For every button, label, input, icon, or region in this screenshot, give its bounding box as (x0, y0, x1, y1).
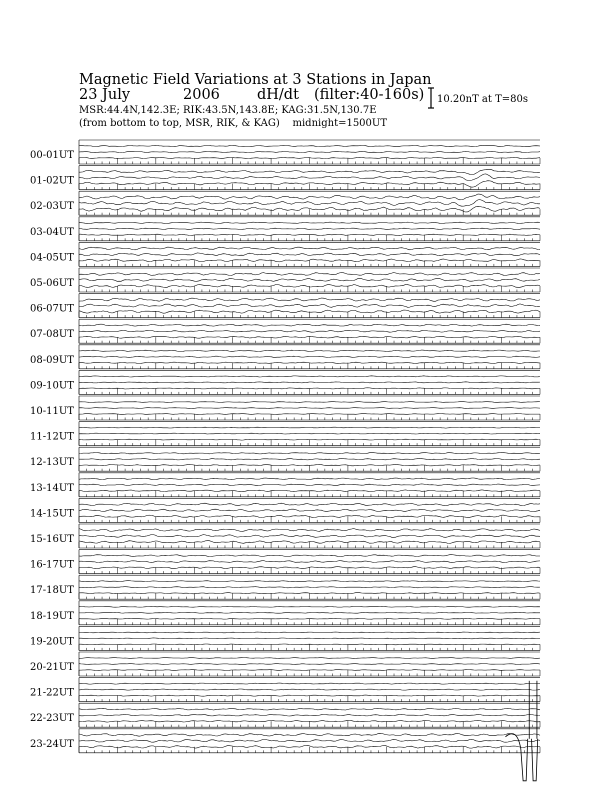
trace-rik (79, 459, 540, 460)
row-label: 08-09UT (30, 354, 74, 366)
row-label: 12-13UT (30, 457, 74, 469)
trace-kag (79, 169, 540, 174)
trace-row (30, 498, 540, 522)
row-label: 04-05UT (30, 252, 74, 264)
minute-ticks (79, 593, 540, 599)
row-label: 22-23UT (30, 713, 74, 725)
trace-rik (79, 408, 540, 409)
trace-row (30, 396, 540, 420)
minute-ticks (79, 747, 540, 753)
order-note-line (79, 118, 387, 129)
trace-kag (79, 453, 540, 454)
chart-title: Magnetic Field Variations at 3 Stations in Japan (79, 72, 432, 88)
row-label: 10-11UT (30, 406, 74, 417)
trace-rik (79, 587, 540, 588)
trace-kag (79, 555, 540, 557)
row-label: 19-20UT (30, 636, 74, 648)
filter-label: (filter:40-160s) (314, 87, 425, 103)
trace-row (30, 550, 540, 574)
trace-kag (79, 503, 540, 506)
trace-rik (79, 330, 540, 332)
trace-row (30, 447, 540, 471)
date-day: 23 July (79, 87, 131, 103)
trace-msr (79, 284, 540, 287)
trace-kag (79, 145, 540, 146)
trace-row (30, 703, 540, 727)
row-label: 13-14UT (30, 482, 74, 494)
minute-ticks (79, 721, 540, 727)
row-label: 07-08UT (30, 329, 74, 341)
minute-ticks (79, 696, 540, 702)
row-label: 18-19UT (30, 610, 74, 622)
trace-rik (79, 304, 540, 307)
trace-kag (79, 350, 540, 352)
trace-rik (79, 200, 540, 207)
trace-row (30, 345, 540, 369)
trace-rik (79, 638, 540, 639)
minute-ticks (79, 465, 540, 471)
trace-kag (79, 733, 540, 736)
trace-row (30, 166, 540, 190)
minute-ticks (79, 491, 540, 497)
trace-row (30, 626, 540, 650)
row-label: 03-04UT (30, 226, 74, 238)
minute-ticks (79, 235, 540, 241)
trace-row (30, 473, 540, 497)
minute-ticks (79, 440, 540, 446)
trace-row (30, 678, 540, 702)
chart-rows (30, 140, 540, 781)
row-label: 06-07UT (30, 303, 74, 315)
trace-row (30, 140, 540, 164)
minute-ticks (79, 337, 540, 343)
row-label: 23-24UT (30, 738, 74, 750)
trace-kag (79, 273, 540, 276)
minute-ticks (79, 644, 540, 650)
trace-row (30, 601, 540, 625)
trace-kag (79, 402, 540, 403)
row-label: 05-06UT (30, 278, 74, 289)
date-year: 2006 (183, 87, 220, 103)
trace-kag (79, 324, 540, 326)
trace-rik (79, 253, 540, 256)
row-label: 16-17UT (30, 559, 74, 571)
minute-ticks (79, 158, 540, 164)
trace-row (30, 217, 540, 241)
stations-line: MSR:44.4N,142.3E; RIK:43.5N,143.8E; KAG:31.5N,130.7E (79, 105, 377, 116)
row-label: 17-18UT (30, 585, 74, 597)
trace-kag (79, 222, 540, 223)
large-spike-trace (505, 734, 537, 781)
trace-rik (79, 664, 540, 665)
minute-ticks (79, 542, 540, 548)
trace-kag (79, 658, 540, 659)
minute-ticks (79, 388, 540, 394)
row-label: 02-03UT (30, 201, 74, 213)
row-label: 09-10UT (30, 380, 74, 392)
row-label: 11-12UT (30, 431, 74, 443)
trace-rik (79, 382, 540, 383)
trace-kag (79, 247, 540, 250)
trace-kag (79, 478, 540, 480)
trace-rik (79, 739, 540, 742)
trace-row (30, 729, 540, 753)
trace-kag (79, 581, 540, 582)
scale-label: 10.20nT at T=80s (437, 94, 528, 105)
trace-kag (79, 529, 540, 532)
trace-row (30, 242, 540, 266)
trace-kag (79, 194, 540, 200)
scale-bar (428, 88, 434, 108)
trace-rik (79, 433, 540, 434)
trace-kag (79, 298, 540, 301)
trace-kag (79, 683, 540, 684)
trace-rik (79, 151, 540, 152)
row-label: 14-15UT (30, 508, 74, 520)
row-label: 01-02UT (30, 175, 74, 187)
trace-row (30, 575, 540, 599)
minute-ticks (79, 312, 540, 318)
trace-rik (79, 228, 540, 230)
trace-rik (79, 484, 540, 486)
trace-row (30, 370, 540, 394)
trace-row (30, 524, 540, 548)
trace-kag (79, 632, 540, 633)
trace-row (30, 191, 540, 215)
trace-kag (79, 708, 540, 710)
trace-rik (79, 535, 540, 538)
trace-row (30, 268, 540, 292)
trace-rik (79, 612, 540, 613)
minute-ticks (79, 619, 540, 625)
minute-ticks (79, 670, 540, 676)
trace-row (30, 294, 540, 318)
row-label: 15-16UT (30, 534, 74, 545)
trace-row (30, 319, 540, 343)
trace-rik (79, 561, 540, 563)
trace-rik (79, 279, 540, 282)
row-label: 00-01UT (30, 150, 74, 161)
quantity-label: dH/dt (257, 87, 299, 103)
trace-row (30, 422, 540, 446)
minute-ticks (79, 414, 540, 420)
midnight-note: midnight=1500UT (292, 118, 388, 129)
trace-kag (79, 376, 540, 377)
trace-rik (79, 714, 540, 716)
minute-ticks (79, 363, 540, 369)
trace-rik (79, 174, 540, 181)
row-label: 20-21UT (30, 662, 74, 673)
trace-rik (79, 509, 540, 512)
trace-kag (79, 427, 540, 428)
trace-rik (79, 356, 540, 357)
trace-row (30, 652, 540, 676)
trace-kag (79, 606, 540, 607)
trace-rik (79, 689, 540, 690)
order-note: (from bottom to top, MSR, RIK, & KAG) (79, 118, 280, 129)
row-label: 21-22UT (30, 687, 74, 699)
